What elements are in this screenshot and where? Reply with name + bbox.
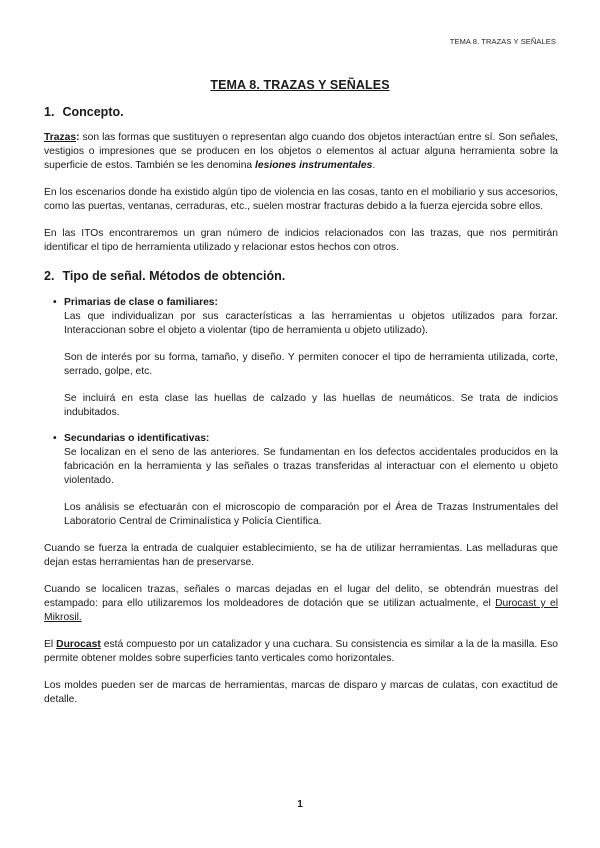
- bullet-secundarias: [53, 432, 558, 529]
- definition-end: .: [372, 160, 376, 171]
- section-1-heading: [44, 104, 558, 120]
- bullet-primarias: [53, 296, 558, 420]
- definition-text: son las formas que sustituyen o representan algo cuando dos objetos interactúan entre sí. Son señales, vestigios o impresiones que se producen en los objetos o elementos al actuar alguna herramienta sobre la superficie de estos. También se les denomina: [44, 132, 558, 171]
- paragraph-muestras: [44, 583, 558, 625]
- paragraph-itos: En las ITOs encontraremos un gran número de indicios relacionados con las trazas, que nos permitirán identificar el tipo de herramienta utilizado y relacionar estos hechos con otros.: [44, 228, 558, 253]
- durocast-text: está compuesto por un catalizador y una cuchara. Su consistencia es similar a la de la masilla. Eso permite obtener moldes sobre superficies tanto verticales como horizontales.: [44, 639, 558, 664]
- bullet-dot-icon: •: [53, 297, 57, 308]
- section-2-number: 2.: [44, 269, 55, 283]
- paragraph-escenarios: En los escenarios donde ha existido algún tipo de violencia en las cosas, tanto en el mobiliario y sus accesorios, como las puertas, ventanas, cerraduras, etc., suelen mostrar fracturas debido a la fuerza ejercida sobre ellos.: [44, 187, 558, 212]
- durocast-intro: El: [44, 639, 57, 650]
- term-colon: :: [76, 132, 80, 143]
- section-2-title: Tipo de señal. Métodos de obtención.: [62, 269, 286, 283]
- term-lesiones-instrumentales: lesiones instrumentales: [255, 160, 373, 171]
- bullet-secundarias-label: Secundarias o identificativas:: [64, 433, 210, 444]
- bullet-secundarias-heading: [53, 432, 558, 446]
- paragraph-trazas-definition: [44, 131, 558, 173]
- section-1-title: Concepto.: [62, 105, 124, 119]
- bullet-primarias-heading: [53, 296, 558, 310]
- document-body: [44, 104, 558, 707]
- term-trazas: Trazas: [44, 132, 77, 143]
- paragraph-fuerza-entrada: Cuando se fuerza la entrada de cualquier establecimiento, se ha de utilizar herramientas. Las melladuras que dejan estas herramientas han de preservarse.: [44, 543, 558, 568]
- paragraph-secundarias-2: Los análisis se efectuarán con el microscopio de comparación por el Área de Trazas Instrumentales del Laboratorio Central de Criminalística y Policía Científica.: [64, 502, 558, 527]
- page-title: TEMA 8. TRAZAS Y SEÑALES: [210, 78, 390, 92]
- section-2-heading: [44, 268, 558, 284]
- paragraph-durocast: [44, 638, 558, 666]
- page-number: 1: [297, 799, 303, 810]
- paragraph-moldes: Los moldes pueden ser de marcas de herramientas, marcas de disparo y marcas de culatas, con exactitud de detalle.: [44, 680, 558, 705]
- paragraph-secundarias-1: Se localizan en el seno de las anteriores. Se fundamentan en los defectos accidentales producidos en la fabricación en la herramienta y las señales o trazas transferidas al interactuar con el elemento u objeto violentado.: [64, 447, 558, 486]
- paragraph-primarias-2: Son de interés por su forma, tamaño, y diseño. Y permiten conocer el tipo de herramienta utilizada, corte, serrado, golpe, etc.: [64, 352, 558, 377]
- paragraph-primarias-3: Se incluirá en esta clase las huellas de calzado y las huellas de neumáticos. Se trata de indicios indubitados.: [64, 393, 558, 418]
- bullet-dot-icon: •: [53, 433, 57, 444]
- durocast-mikrosil-link[interactable]: Durocast y el Mikrosil.: [44, 598, 558, 623]
- running-header: TEMA 8. TRAZAS Y SEÑALES: [449, 37, 556, 46]
- section-1-number: 1.: [44, 105, 55, 119]
- bullet-primarias-label: Primarias de clase o familiares:: [64, 297, 218, 308]
- muestras-text: Cuando se localicen trazas, señales o marcas dejadas en el lugar del delito, se obtendrán muestras del estampado: para ello utilizaremos los moldeadores de dotación que se utilizan actualmente, el: [44, 584, 558, 609]
- paragraph-primarias-1: Las que individualizan por sus características a las herramientas u objetos utilizados para forzar. Interaccionan sobre el objeto a violentar (tipo de herramienta u objeto utilizado).: [64, 311, 558, 336]
- term-durocast: Durocast: [56, 639, 101, 650]
